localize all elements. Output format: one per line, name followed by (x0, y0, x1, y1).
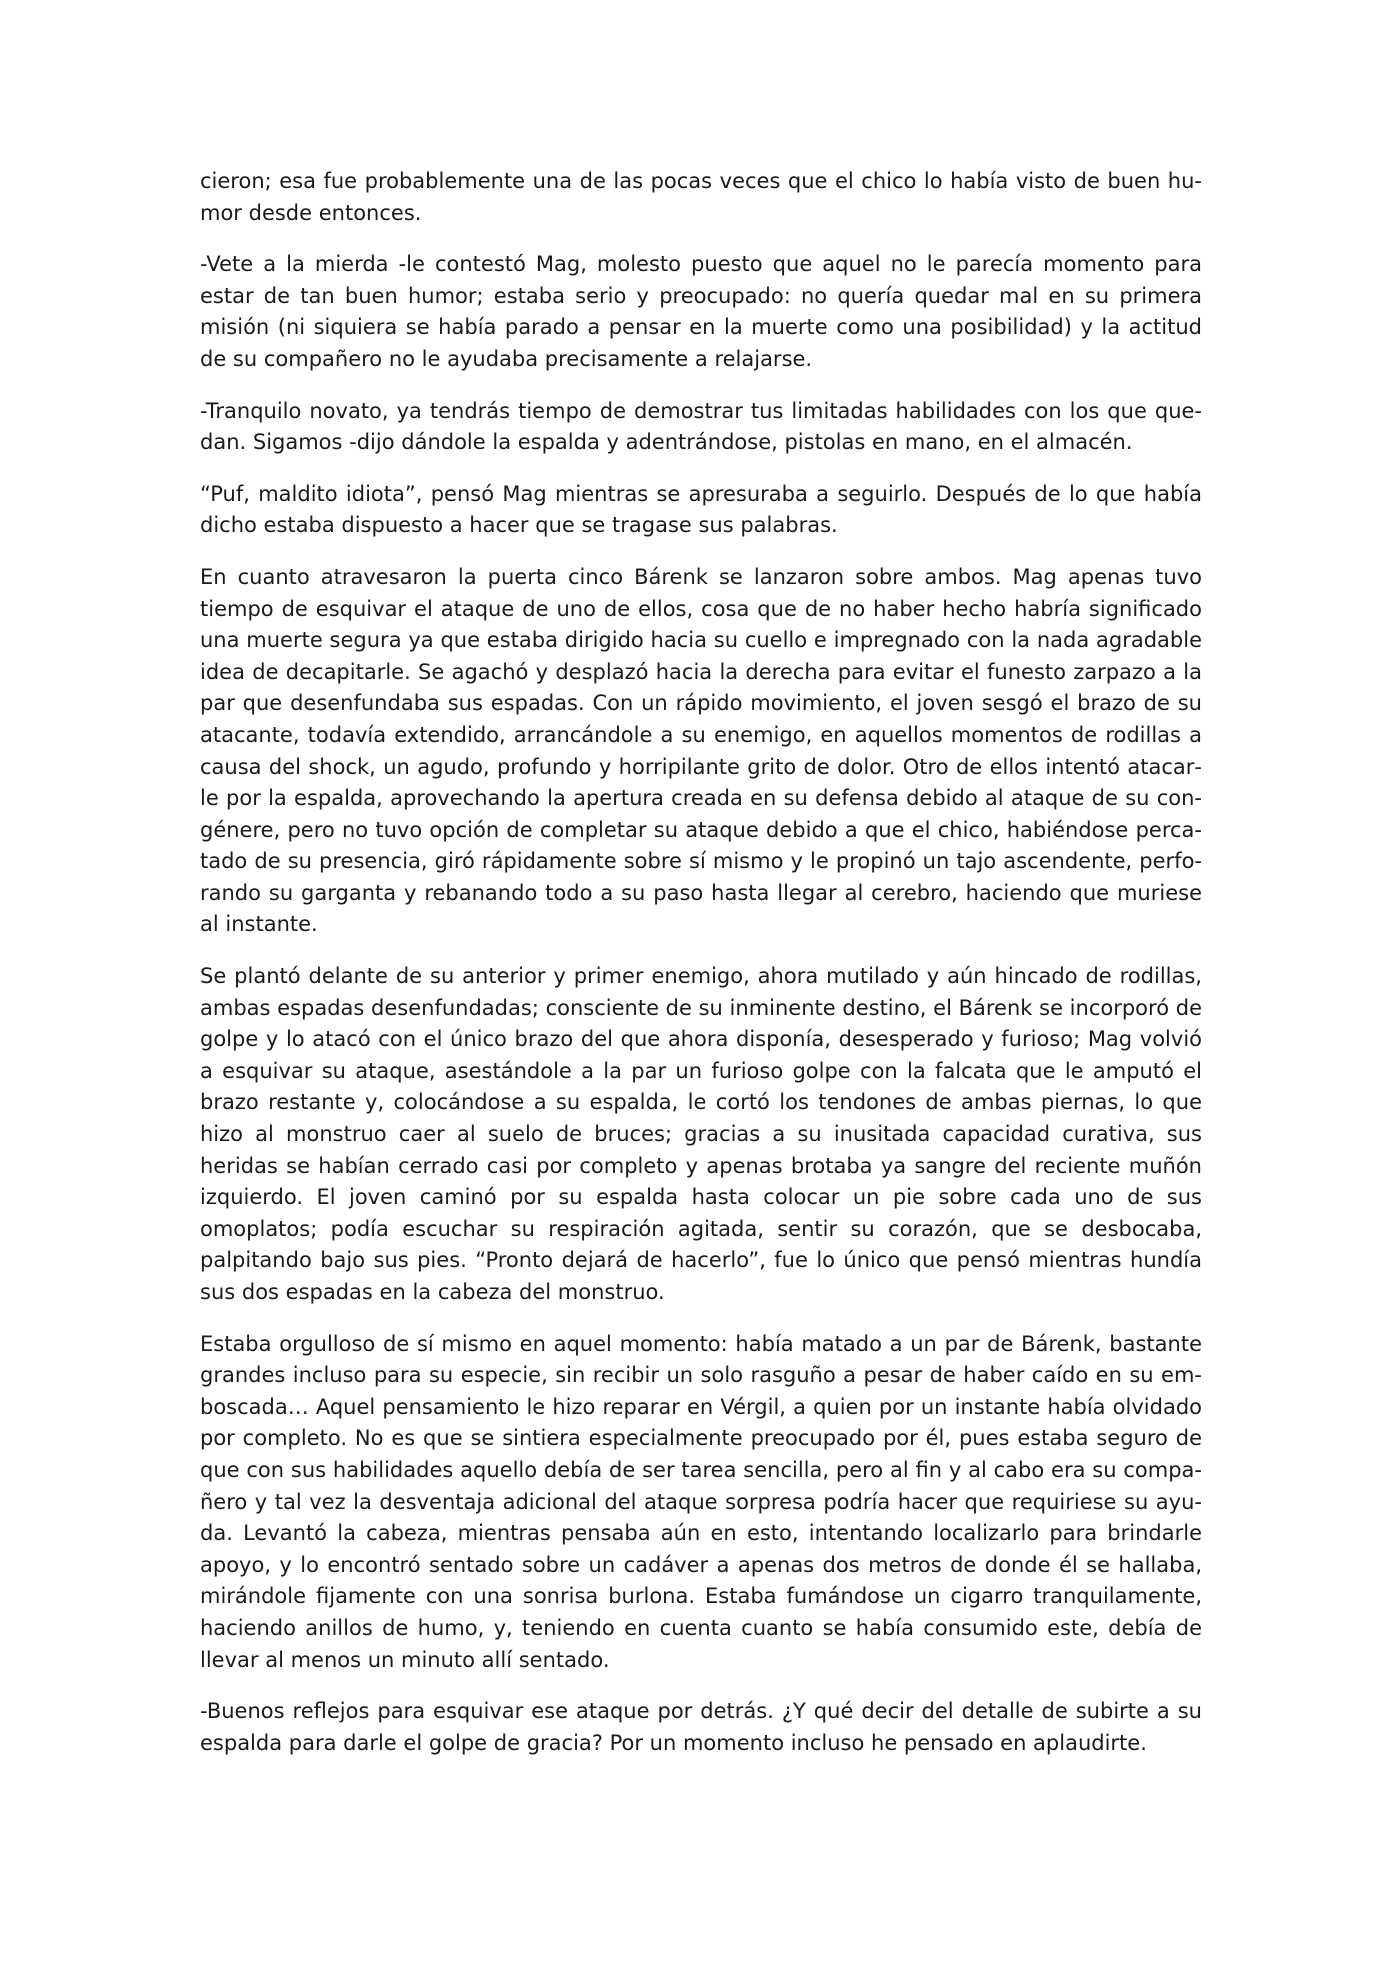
paragraph-8: -Buenos reflejos para esquivar ese ataque por detrás. ¿Y qué decir del detalle de subirte a su espalda para darle el golpe de gracia? Por un momento incluso he pensado en aplaudirte. (200, 1699, 1202, 1755)
paragraph-6: Se plantó delante de su anterior y primer enemigo, ahora mutilado y aún hincado de rodillas, ambas espadas desenfundadas; consciente de su inminente destino, el Bárenk se incorporó de golpe y lo atacó con el único brazo del que ahora disponía, desesperado y furioso; Mag volvió a esquivar su ataque, asestándole a la par un furioso golpe con la falcata que le amputó el brazo restante y, colocándose a su espalda, le cortó los tendones de ambas piernas, lo que hizo al monstruo caer al suelo de bruces; gracias a su inusitada capacidad curativa, sus heridas se habían cerrado casi por completo y apenas brotaba ya sangre del reciente muñón izquierdo. El joven caminó por su espalda hasta colocar un pie sobre cada uno de sus omoplatos; podía escuchar su respiración agitada, sentir su corazón, que se desbocaba, palpitando bajo sus pies. “Pronto dejará de hacerlo”, fue lo único que pensó mientras hundía sus dos espadas en la cabeza del monstruo. (200, 964, 1202, 1304)
paragraph-7: Estaba orgulloso de sí mismo en aquel momento: había matado a un par de Bárenk, bastante grandes incluso para su especie, sin recibir un solo rasguño a pesar de haber caído en su emboscada… Aquel pensamiento le hizo reparar en Vérgil, a quien por un instante había olvidado por completo. No es que se sintiera especialmente preocupado por él, pues estaba seguro de que con sus habilidades aquello debía de ser tarea sencilla, pero al fin y al cabo era su compañero y tal vez la desventaja adicional del ataque sorpresa podría hacer que requiriese su ayuda. Levantó la cabeza, mientras pensaba aún en esto, intentando localizarlo para brindarle apoyo, y lo encontró sentado sobre un cadáver a apenas dos metros de donde él se hallaba, mirándole fijamente con una sonrisa burlona. Estaba fumándose un cigarro tranquilamente, haciendo anillos de humo, y, teniendo en cuenta cuanto se había consumido este, debía de llevar al menos un minuto allí sentado. (200, 1331, 1202, 1672)
paragraph-2: -Vete a la mierda -le contestó Mag, molesto puesto que aquel no le parecía momento para estar de tan buen humor; estaba serio y preocupado: no quería quedar mal en su primera misión (ni siquiera se había parado a pensar en la muerte como una posibilidad) y la actitud de su compañero no le ayudaba precisamente a relajarse. (200, 252, 1202, 371)
paragraph-5: En cuanto atravesaron la puerta cinco Bárenk se lanzaron sobre ambos. Mag apenas tuvo tiempo de esquivar el ataque de uno de ellos, cosa que de no haber hecho habría significado una muerte segura ya que estaba dirigido hacia su cuello e impregnado con la nada agradable idea de decapitarle. Se agachó y desplazó hacia la derecha para evitar el funesto zarpazo a la par que desenfundaba sus espadas. Con un rápido movimiento, el joven sesgó el brazo de su atacante, todavía extendido, arrancándole a su enemigo, en aquellos momentos de rodillas a causa del shock, un agudo, profundo y horripilante grito de dolor. Otro de ellos intentó atacarle por la espalda, aprovechando la apertura creada en su defensa debido al ataque de su congénere, pero no tuvo opción de completar su ataque debido a que el chico, habiéndose percatado de su presencia, giró rápidamente sobre sí mismo y le propinó un tajo ascendente, perforando su garganta y rebanando todo a su paso hasta llegar al cerebro, haciendo que muriese al instante. (200, 564, 1202, 937)
body-text (200, 166, 1202, 1779)
paragraph-3: -Tranquilo novato, ya tendrás tiempo de demostrar tus limitadas habilidades con los que quedan. Sigamos -dijo dándole la espalda y adentrándose, pistolas en mano, en el almacén. (200, 398, 1202, 455)
paragraph-1: cieron; esa fue probablemente una de las pocas veces que el chico lo había visto de buen humor desde entonces. (200, 169, 1202, 225)
paragraph-4: “Puf, maldito idiota”, pensó Mag mientras se apresuraba a seguirlo. Después de lo que había dicho estaba dispuesto a hacer que se tragase sus palabras. (200, 481, 1202, 538)
